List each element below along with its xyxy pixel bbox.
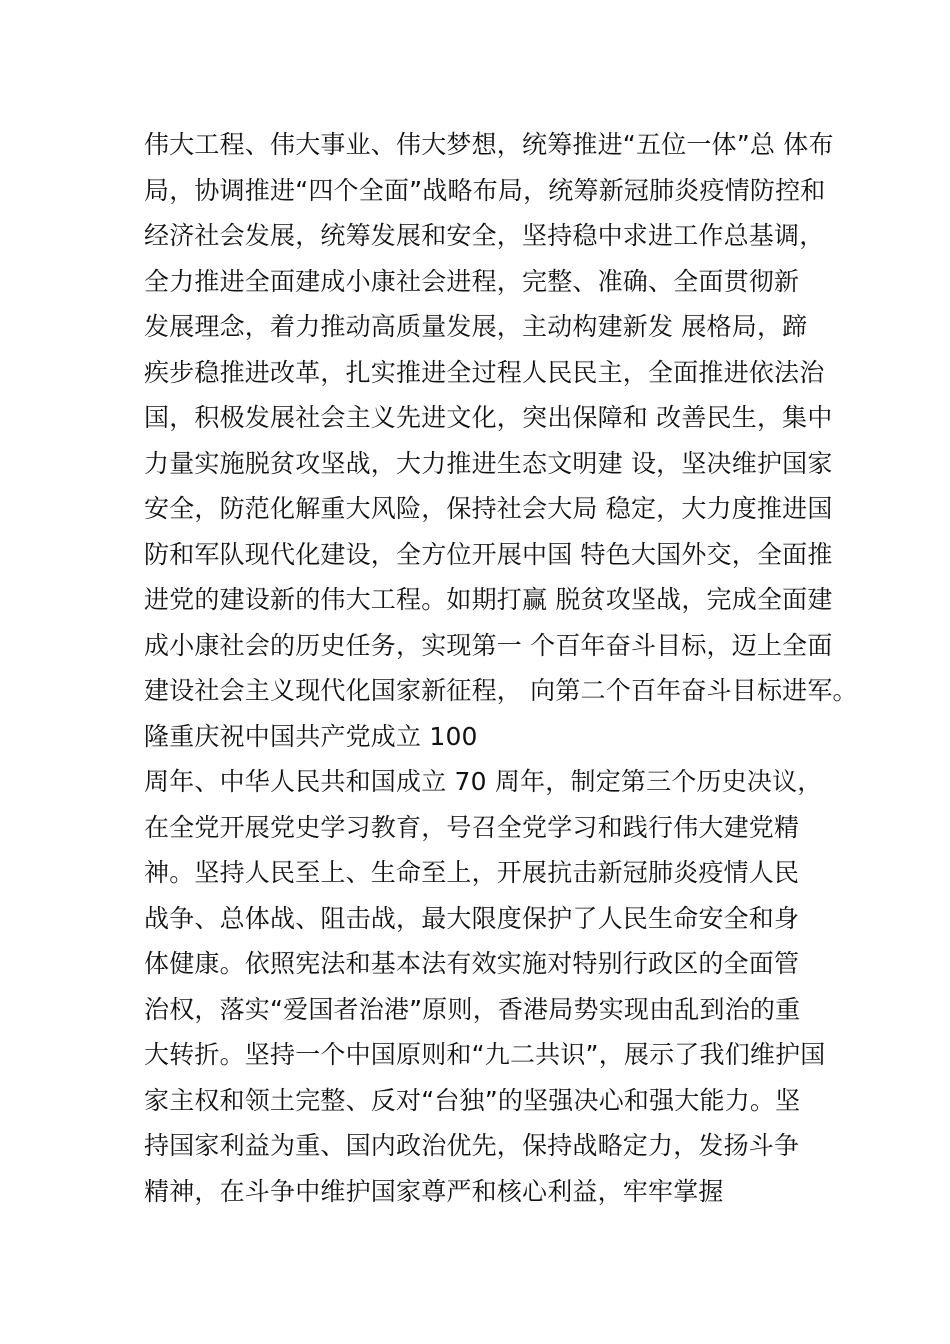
text-line: 经济社会发展，统筹发展和安全，坚持稳中求进工作总基调， bbox=[144, 221, 825, 250]
text-line: 成小康社会的历史任务，实现第一 个百年奋斗目标，迈上全面 bbox=[144, 630, 833, 660]
text-line: 治权，落实“爱国者治港”原则，香港局势实现由乱到治的重 bbox=[144, 994, 801, 1024]
text-line: 安全，防范化解重大风险，保持社会大局 稳定，大力度推进国 bbox=[144, 494, 833, 523]
text-line: 持国家利益为重、国内政治优先，保持战略定力，发扬斗争 bbox=[144, 1131, 800, 1160]
text-line: 神。坚持人民至上、生命至上，开展抗击新冠肺炎疫情人民 bbox=[144, 858, 800, 887]
text-line: 周年、中华人民共和国成立 70 周年，制定第三个历史决议， bbox=[144, 767, 823, 796]
text-line: 家主权和领土完整、反对“台独”的坚强决心和强大能力。坚 bbox=[144, 1085, 801, 1115]
text-line: 战争、总体战、阻击战，最大限度保护了人民生命安全和身 bbox=[144, 903, 800, 933]
text-line: 精神，在斗争中维护国家尊严和核心利益，牢牢掌握 bbox=[144, 1176, 724, 1206]
body-text bbox=[144, 122, 864, 1214]
text-line: 力量实施脱贫攻坚战，大力推进生态文明建 设，坚决维护国家 bbox=[144, 448, 833, 478]
text-line: 在全党开展党史学习教育，号召全党学习和践行伟大建党精 bbox=[144, 812, 800, 842]
text-line: 发展理念，着力推动高质量发展，主动构建新发 展格局，蹄 bbox=[144, 312, 808, 341]
text-line: 建设社会主义现代化国家新征程， 向第二个百年奋斗目标进军。 bbox=[144, 676, 858, 705]
text-line: 全力推进全面建成小康社会进程，完整、准确、全面贯彻新 bbox=[144, 266, 800, 296]
text-line: 进党的建设新的伟大工程。如期打赢 脱贫攻坚战，完成全面建 bbox=[144, 585, 833, 614]
text-line: 体健康。依照宪法和基本法有效实施对特别行政区的全面管 bbox=[144, 949, 800, 978]
text-line: 大转折。坚持一个中国原则和“九二共识”，展示了我们维护国 bbox=[144, 1040, 826, 1069]
text-line: 防和军队现代化建设，全方位开展中国 特色大国外交，全面推 bbox=[144, 539, 833, 569]
text-line: 局，协调推进“四个全面”战略布局，统筹新冠肺炎疫情防控和 bbox=[144, 175, 826, 205]
text-line: 国，积极发展社会主义先进文化，突出保障和 改善民生，集中 bbox=[144, 403, 833, 432]
text-line: 伟大工程、伟大事业、伟大梦想，统筹推进“五位一体”总 体布 bbox=[144, 130, 834, 159]
text-line: 疾步稳推进改革，扎实推进全过程人民民主，全面推进依法治 bbox=[144, 357, 825, 387]
text-line: 隆重庆祝中国共产党成立 100 bbox=[144, 721, 478, 751]
